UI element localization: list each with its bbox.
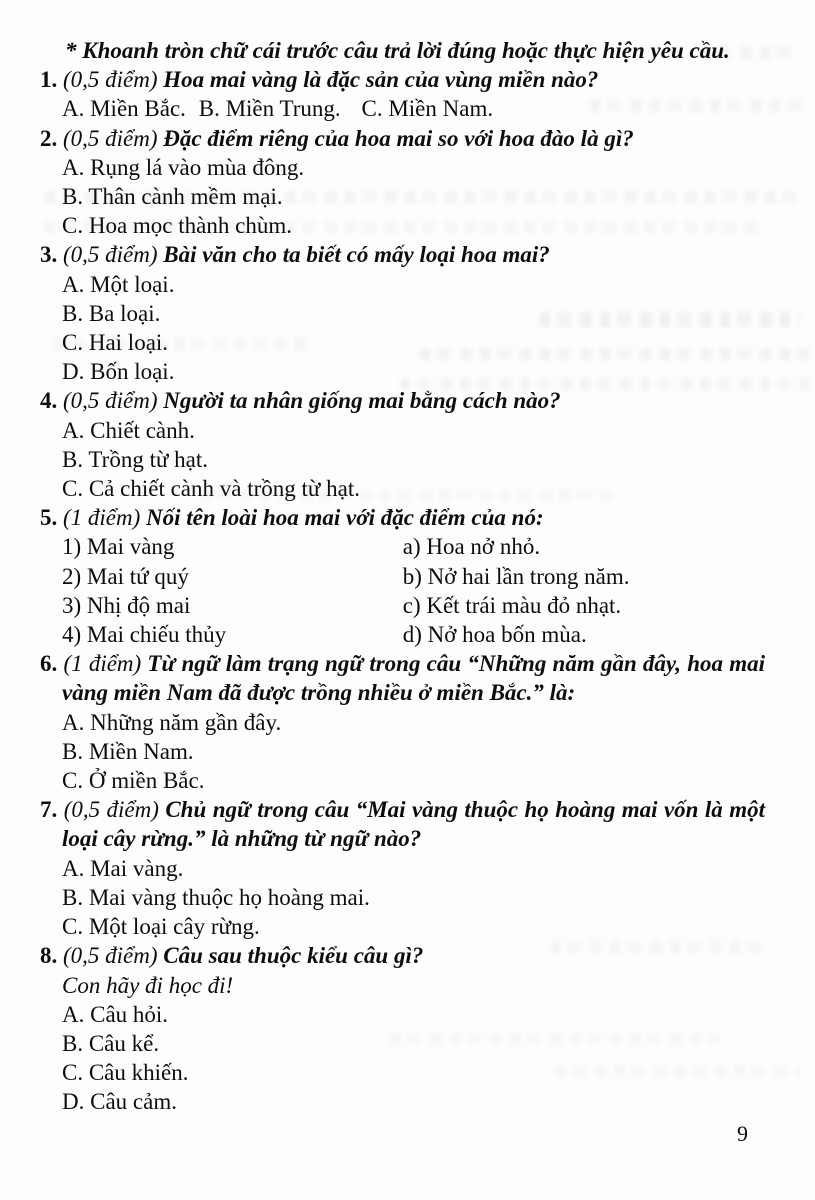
question-points: (0,5 điểm) xyxy=(63,125,158,151)
question-8 xyxy=(40,941,765,1116)
question-1-heading xyxy=(40,65,765,94)
answer-option: A. Rụng lá vào mùa đông. xyxy=(62,154,305,180)
question-2 xyxy=(40,124,765,241)
answer-option: D. Bốn loại. xyxy=(62,359,175,385)
matching-pair-row xyxy=(40,620,765,649)
matching-right-item: d) Nở hoa bốn mùa. xyxy=(402,622,587,648)
matching-left-item: 4) Mai chiếu thủy xyxy=(62,622,227,648)
matching-right-item: c) Kết trái màu đỏ nhạt. xyxy=(402,592,622,618)
answer-option: A. Mai vàng. xyxy=(62,855,184,881)
question-points: (1 điểm) xyxy=(63,651,142,677)
question-number: 7. xyxy=(40,797,58,823)
question-text: Đặc điểm riêng của hoa mai so với hoa đào là gì? xyxy=(163,125,634,151)
question-text: Người ta nhân giống mai bằng cách nào? xyxy=(163,388,561,414)
answer-option: C. Câu khiến. xyxy=(62,1060,189,1086)
question-number: 4. xyxy=(40,388,58,414)
question-6 xyxy=(40,649,765,795)
question-text: Từ ngữ làm trạng ngữ trong câu “Những năm gần đây, hoa mai vàng miền Nam đã được trồng nhiều ở miền Bắc.” là: xyxy=(62,651,766,706)
question-4 xyxy=(40,386,765,503)
question-4-heading xyxy=(40,386,765,415)
question-number: 6. xyxy=(40,651,58,677)
answer-option: B. Ba loại. xyxy=(62,300,161,326)
matching-right-item: a) Hoa nở nhỏ. xyxy=(402,534,541,560)
question-text: Nối tên loài hoa mai với đặc điểm của nó: xyxy=(146,505,544,531)
answer-option: C. Hoa mọc thành chùm. xyxy=(62,213,292,239)
question-number: 3. xyxy=(40,242,58,268)
sample-sentence: Con hãy đi học đi! xyxy=(62,972,234,998)
answer-option: B. Miền Trung. xyxy=(198,96,341,122)
question-text: Chủ ngữ trong câu “Mai vàng thuộc họ hoàng mai vốn là một loại cây rừng.” là những từ ngữ nào? xyxy=(62,797,766,852)
question-3 xyxy=(40,240,765,386)
answer-option: C. Một loại cây rừng. xyxy=(62,914,260,940)
answer-option: D. Câu cảm. xyxy=(62,1089,177,1115)
answer-option: A. Miền Bắc. xyxy=(62,96,186,122)
question-text: Câu sau thuộc kiểu câu gì? xyxy=(163,943,424,969)
question-points: (1 điểm) xyxy=(63,505,141,531)
answer-option: B. Mai vàng thuộc họ hoàng mai. xyxy=(62,884,370,910)
answer-option: B. Trồng từ hạt. xyxy=(62,446,209,472)
question-5 xyxy=(40,503,765,649)
question-points: (0,5 điểm) xyxy=(63,67,158,93)
question-number: 1. xyxy=(40,67,58,93)
answer-option: B. Thân cành mềm mại. xyxy=(62,184,283,210)
answer-option: C. Cả chiết cành và trồng từ hạt. xyxy=(62,476,360,502)
question-number: 2. xyxy=(40,125,58,151)
answer-option: A. Câu hỏi. xyxy=(62,1001,169,1027)
answer-option: A. Những năm gần đây. xyxy=(62,709,282,735)
question-5-heading xyxy=(40,503,765,532)
question-text: Bài văn cho ta biết có mấy loại hoa mai? xyxy=(163,242,550,268)
answer-option: C. Miền Nam. xyxy=(361,96,494,122)
instruction: * Khoanh tròn chữ cái trước câu trả lời đúng hoặc thực hiện yêu cầu. xyxy=(65,38,730,63)
matching-left-item: 1) Mai vàng xyxy=(62,534,175,560)
test-content xyxy=(40,36,765,1117)
answer-option: B. Miền Nam. xyxy=(62,738,194,764)
answer-option: C. Ở miền Bắc. xyxy=(62,768,205,794)
question-1 xyxy=(40,65,765,123)
question-points: (0,5 điểm) xyxy=(63,943,158,969)
question-points: (0,5 điểm) xyxy=(63,242,158,268)
matching-left-item: 3) Nhị độ mai xyxy=(62,592,191,618)
question-points: (0,5 điểm) xyxy=(63,797,159,823)
question-6-heading xyxy=(40,649,765,707)
page-number: 9 xyxy=(737,1121,748,1146)
question-7 xyxy=(40,795,765,941)
matching-pair-row xyxy=(40,591,765,620)
question-number: 8. xyxy=(40,943,58,969)
question-2-heading xyxy=(40,124,765,153)
matching-left-item: 2) Mai tứ quý xyxy=(62,563,189,589)
question-1-options-row xyxy=(40,94,765,123)
question-8-heading xyxy=(40,941,765,970)
answer-option: A. Chiết cành. xyxy=(62,417,195,443)
matching-right-item: b) Nở hai lần trong năm. xyxy=(402,563,630,589)
question-text: Hoa mai vàng là đặc sản của vùng miền nào? xyxy=(163,67,599,93)
answer-option: A. Một loại. xyxy=(62,271,175,297)
question-points: (0,5 điểm) xyxy=(63,388,158,414)
question-number: 5. xyxy=(40,505,58,531)
question-3-heading xyxy=(40,240,765,269)
question-7-heading xyxy=(40,795,765,853)
answer-option: C. Hai loại. xyxy=(62,330,169,356)
matching-pair-row xyxy=(40,532,765,561)
matching-pair-row xyxy=(40,562,765,591)
answer-option: B. Câu kể. xyxy=(62,1030,160,1056)
